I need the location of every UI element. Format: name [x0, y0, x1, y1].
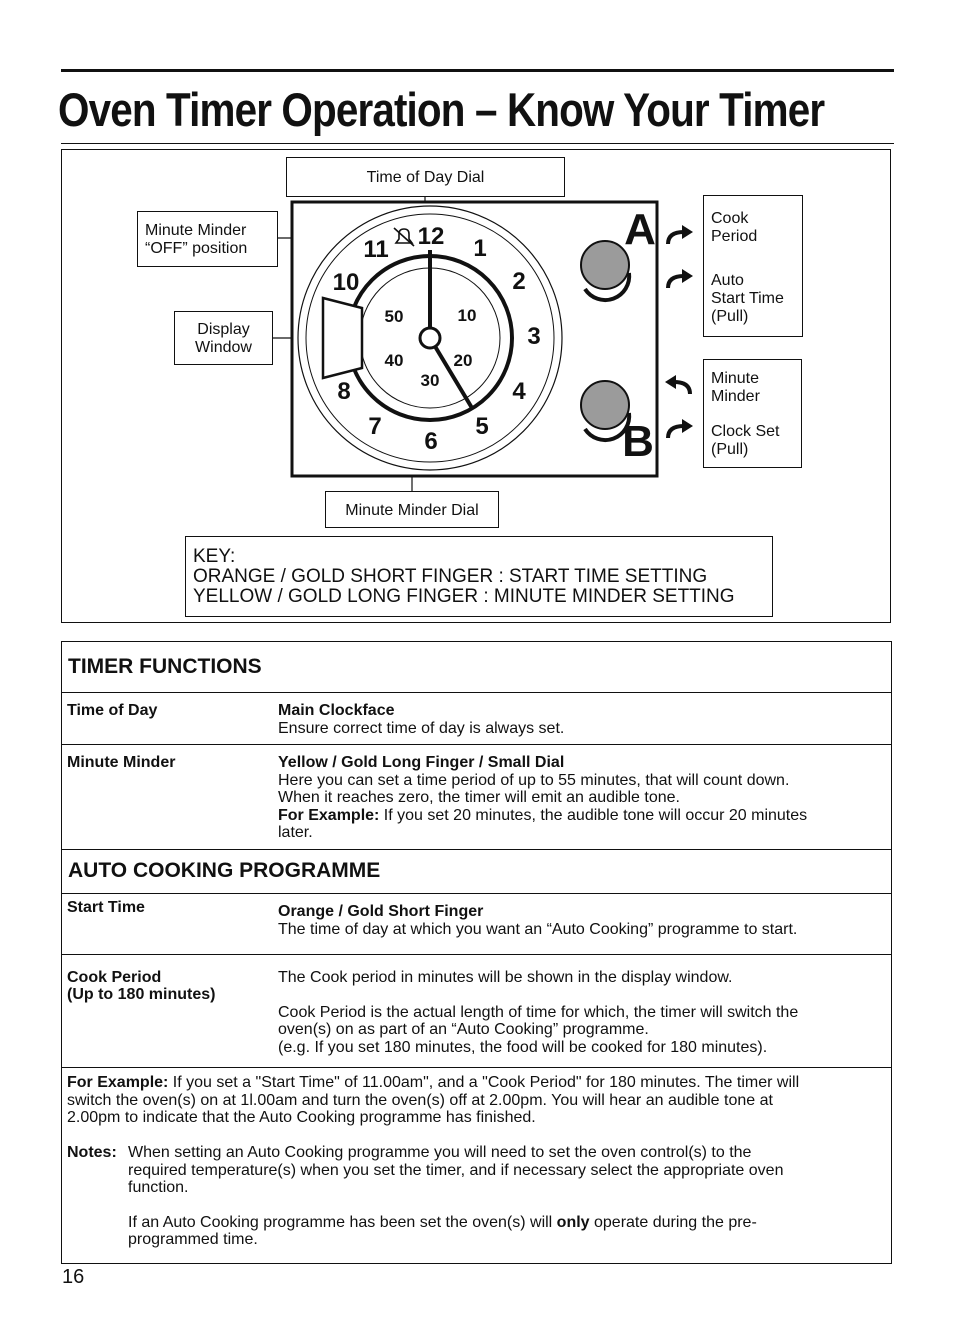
time-of-day-text: Ensure correct time of day is always set. [278, 719, 565, 737]
timer-functions-heading: TIMER FUNCTIONS [68, 655, 262, 678]
hour-5: 5 [475, 413, 489, 440]
auto-example-label: For Example: [67, 1074, 169, 1091]
cook-period-line1: Cook [711, 210, 749, 227]
minute-30: 30 [420, 371, 440, 390]
cook-period-text1: The Cook period in minutes will be shown in the display window. [278, 969, 733, 986]
clock-set-line1: Clock Set [711, 423, 780, 440]
key-box [185, 536, 773, 617]
row-divider [62, 692, 891, 693]
key-orange-line: ORANGE / GOLD SHORT FINGER : START TIME SETTING [193, 566, 708, 587]
notes-label: Notes: [67, 1144, 117, 1161]
notes-line4b: only [556, 1213, 590, 1231]
minute-minder-desc [278, 754, 878, 842]
button-a-label: A [624, 205, 656, 254]
minute-minder-example-text: If you set 20 minutes, the audible tone will occur 20 minutes [379, 806, 808, 824]
minute-minder-example-text2: later. [278, 824, 313, 841]
row-divider [62, 849, 891, 850]
clock-set-line2: (Pull) [711, 441, 749, 458]
notes-line3: function. [128, 1179, 189, 1196]
cook-period-label1: Cook Period [67, 969, 162, 986]
callout-minute-minder-off-line2: “OFF” position [145, 240, 248, 257]
cook-period-desc [278, 969, 883, 1056]
start-time-desc [278, 903, 878, 938]
arrow-clock-set-icon [668, 426, 684, 438]
notes-line4a: If an Auto Cooking programme has been set the oven(s) will [128, 1213, 557, 1231]
arrow-icons [668, 232, 690, 438]
hour-6: 6 [424, 428, 438, 455]
callout-minute-minder-dial [325, 491, 499, 528]
hour-12: 12 [417, 223, 445, 250]
minute-minder-title: Yellow / Gold Long Finger / Small Dial [278, 754, 565, 771]
cook-period-text2a: Cook Period is the actual length of time for which, the timer will switch the [278, 1003, 799, 1021]
cook-period-label2: (Up to 180 minutes) [67, 986, 216, 1003]
row-divider [62, 893, 891, 894]
callout-button-b [703, 359, 802, 468]
button-a[interactable] [581, 241, 629, 289]
arrow-minute-minder-icon [674, 382, 690, 394]
notes-line5: programmed time. [128, 1231, 258, 1248]
notes-line2: required temperature(s) when you set the timer, and if necessary select the appropriate oven [128, 1161, 784, 1179]
hour-10: 10 [332, 269, 360, 296]
notes-line4c: operate during the pre- [589, 1213, 757, 1231]
minute-20: 20 [453, 351, 473, 370]
callout-display-window [174, 311, 273, 365]
hour-11: 11 [363, 236, 389, 263]
minute-minder-line2: Minder [711, 388, 760, 405]
notes-body [128, 1144, 888, 1249]
callout-minute-minder-dial-text: Minute Minder Dial [345, 502, 479, 519]
hour-3: 3 [527, 323, 541, 350]
row-divider [62, 954, 891, 955]
time-of-day-title: Main Clockface [278, 702, 395, 719]
cook-period-text2b: oven(s) on as part of an “Auto Cooking” programme. [278, 1021, 649, 1038]
start-time-title: Orange / Gold Short Finger [278, 903, 484, 920]
button-b-label: B [622, 417, 654, 466]
hour-8: 8 [337, 378, 351, 405]
hour-4: 4 [512, 378, 526, 405]
hour-1: 1 [473, 235, 487, 262]
minute-40: 40 [384, 351, 404, 370]
key-yellow-line: YELLOW / GOLD LONG FINGER : MINUTE MINDER SETTING [193, 586, 735, 607]
start-time-text: The time of day at which you want an “Auto Cooking” programme to start. [278, 920, 798, 938]
minute-minder-example-label: For Example: [278, 806, 380, 824]
minute-minder-label: Minute Minder [67, 754, 176, 771]
time-of-day-desc [278, 702, 878, 737]
minute-10: 10 [457, 306, 477, 325]
page-number: 16 [62, 1266, 85, 1288]
auto-cooking-heading: AUTO COOKING PROGRAMME [68, 859, 381, 882]
callout-time-of-day-text: Time of Day Dial [366, 169, 485, 186]
minute-minder-line1: Minute [711, 370, 760, 387]
notes-line1: When setting an Auto Cooking programme you will need to set the oven control(s) to the [128, 1144, 752, 1161]
page-title: Oven Timer Operation – Know Your Timer [58, 83, 825, 136]
hour-2: 2 [512, 268, 526, 295]
minute-minder-text1: Here you can set a time period of up to 55 minutes, that will count down. [278, 771, 790, 789]
key-heading: KEY: [193, 546, 236, 567]
minute-minder-text2: When it reaches zero, the timer will emit an audible tone. [278, 789, 680, 806]
arrow-cook-period-icon [668, 232, 684, 244]
callout-minute-minder-off-line1: Minute Minder [145, 222, 247, 239]
auto-example-line1: If you set a "Start Time" of 11.00am", and a "Cook Period" for 180 minutes. The timer will [168, 1074, 800, 1091]
start-time-label: Start Time [67, 899, 145, 916]
time-of-day-label: Time of Day [67, 702, 158, 719]
auto-example [67, 1074, 887, 1127]
display-window [323, 298, 362, 378]
arrow-auto-start-icon [668, 276, 684, 288]
cook-period-line2: Period [711, 228, 758, 245]
auto-start-line1: Auto [711, 272, 744, 289]
callout-minute-minder-off [137, 211, 278, 267]
cook-period-label [67, 969, 215, 1003]
callout-display-window-line2: Window [195, 339, 252, 356]
hour-7: 7 [368, 413, 382, 440]
callout-button-a [703, 195, 803, 337]
arrow-heads [665, 225, 693, 433]
hand-hub [420, 328, 440, 348]
auto-example-line2: switch the oven(s) on at 1l.00am and turn the oven(s) off at 2.00pm. You will hear an audible tone at [67, 1091, 773, 1109]
cook-period-text2c: (e.g. If you set 180 minutes, the food will be cooked for 180 minutes). [278, 1038, 768, 1056]
row-divider [62, 1067, 891, 1068]
auto-start-line2: Start Time [711, 290, 784, 307]
auto-start-line3: (Pull) [711, 308, 749, 325]
auto-example-line3: 2.00pm to indicate that the Auto Cooking programme has finished. [67, 1109, 536, 1126]
callout-time-of-day-dial [286, 157, 565, 197]
minute-50: 50 [384, 307, 404, 326]
callout-display-window-line1: Display [197, 321, 250, 338]
row-divider [62, 744, 891, 745]
